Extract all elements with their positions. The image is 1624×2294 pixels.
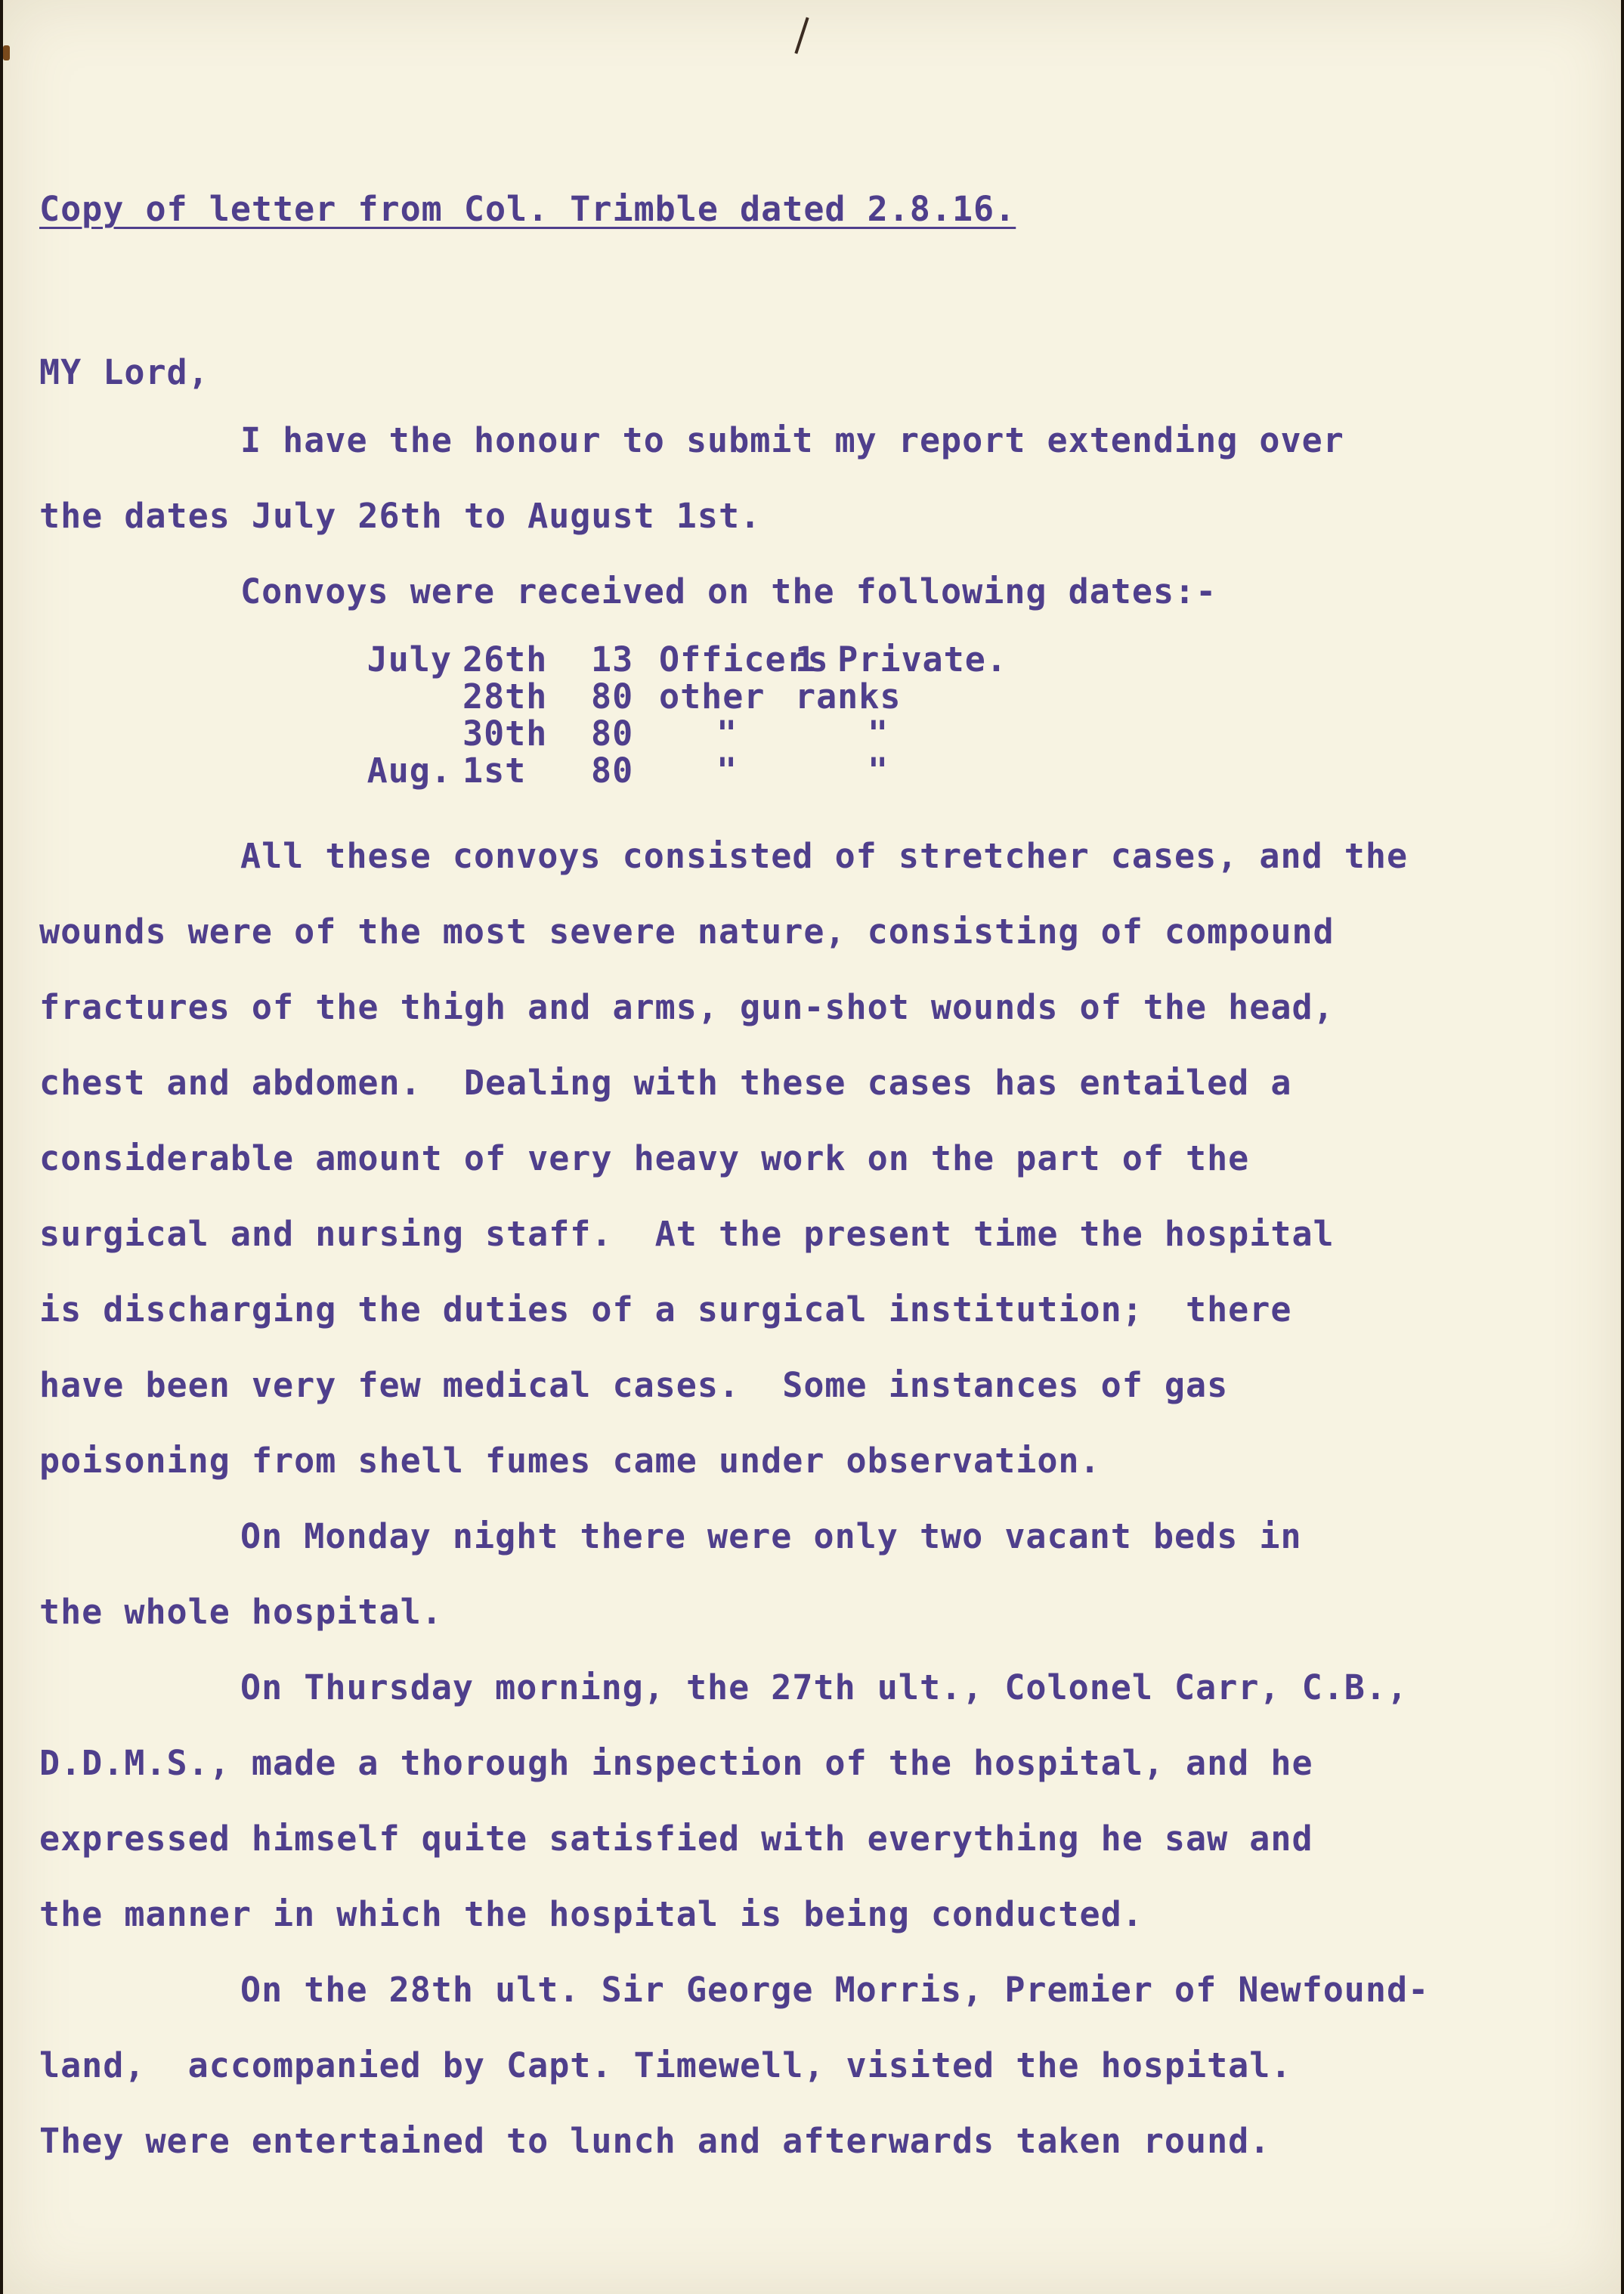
paragraph-3-line-3: fractures of the thigh and arms, gun-shot wounds of the head, <box>39 987 1335 1027</box>
convoy-table <box>349 639 1007 791</box>
convoy-desc: Officers <box>659 639 829 680</box>
convoy-day: 30th <box>462 714 548 754</box>
paper-stain <box>3 45 10 60</box>
convoy-count: 80 <box>591 751 634 791</box>
convoy-month <box>349 680 462 714</box>
convoy-count: 80 <box>591 714 634 754</box>
paragraph-5-line-4: the manner in which the hospital is being conducted. <box>39 1894 1143 1934</box>
letter-page <box>3 0 1621 2294</box>
convoy-month: Aug. <box>367 751 452 791</box>
convoy-day: 28th <box>462 676 548 717</box>
paragraph-3-line-1: All these convoys consisted of stretcher cases, and the <box>240 836 1409 876</box>
convoy-ditto: " <box>867 751 889 791</box>
convoy-day: 1st <box>462 751 527 791</box>
paragraph-1-line-2: the dates July 26th to August 1st. <box>39 496 762 536</box>
paragraph-6-line-1: On the 28th ult. Sir George Morris, Premier of Newfound- <box>240 1970 1430 2010</box>
convoy-ditto: " <box>716 751 738 791</box>
paragraph-3-line-2: wounds were of the most severe nature, consisting of compound <box>39 912 1335 952</box>
convoy-ditto: " <box>867 714 889 754</box>
pencil-mark <box>794 17 809 54</box>
paragraph-4-line-1: On Monday night there were only two vacant beds in <box>240 1516 1302 1556</box>
letter-title: Copy of letter from Col. Trimble dated 2.8.16. <box>39 189 1016 229</box>
paragraph-6-line-3: They were entertained to lunch and afterwards taken round. <box>39 2121 1271 2161</box>
convoy-month: July <box>367 639 452 680</box>
salutation: MY Lord, <box>39 352 209 392</box>
paragraph-5-line-3: expressed himself quite satisfied with everything he saw and <box>39 1819 1313 1859</box>
paragraph-1-line-1: I have the honour to submit my report extending over <box>240 420 1344 460</box>
convoy-month <box>349 717 462 751</box>
paragraph-3-line-5: considerable amount of very heavy work on the part of the <box>39 1138 1250 1178</box>
paragraph-6-line-2: land, accompanied by Capt. Timewell, visited the hospital. <box>39 2045 1292 2085</box>
convoy-count: 80 <box>591 676 634 717</box>
convoy-day: 26th <box>462 639 548 680</box>
convoy-desc: ranks <box>795 676 902 717</box>
paragraph-3-line-4: chest and abdomen. Dealing with these cases has entailed a <box>39 1063 1292 1103</box>
paragraph-3-line-6: surgical and nursing staff. At the present time the hospital <box>39 1214 1335 1254</box>
convoy-ditto: " <box>716 714 738 754</box>
paragraph-3-line-9: poisoning from shell fumes came under observation. <box>39 1441 1101 1481</box>
paragraph-4-line-2: the whole hospital. <box>39 1592 443 1632</box>
paragraph-3-line-7: is discharging the duties of a surgical institution; there <box>39 1289 1292 1330</box>
paragraph-3-line-8: have been very few medical cases. Some instances of gas <box>39 1365 1229 1405</box>
convoy-desc: 1 Private. <box>795 639 1007 680</box>
convoys-intro: Convoys were received on the following dates:- <box>240 571 1217 611</box>
convoy-desc: other <box>659 676 766 717</box>
convoy-count: 13 <box>591 639 634 680</box>
paragraph-5-line-2: D.D.M.S., made a thorough inspection of the hospital, and he <box>39 1743 1313 1783</box>
paragraph-5-line-1: On Thursday morning, the 27th ult., Colonel Carr, C.B., <box>240 1667 1409 1707</box>
